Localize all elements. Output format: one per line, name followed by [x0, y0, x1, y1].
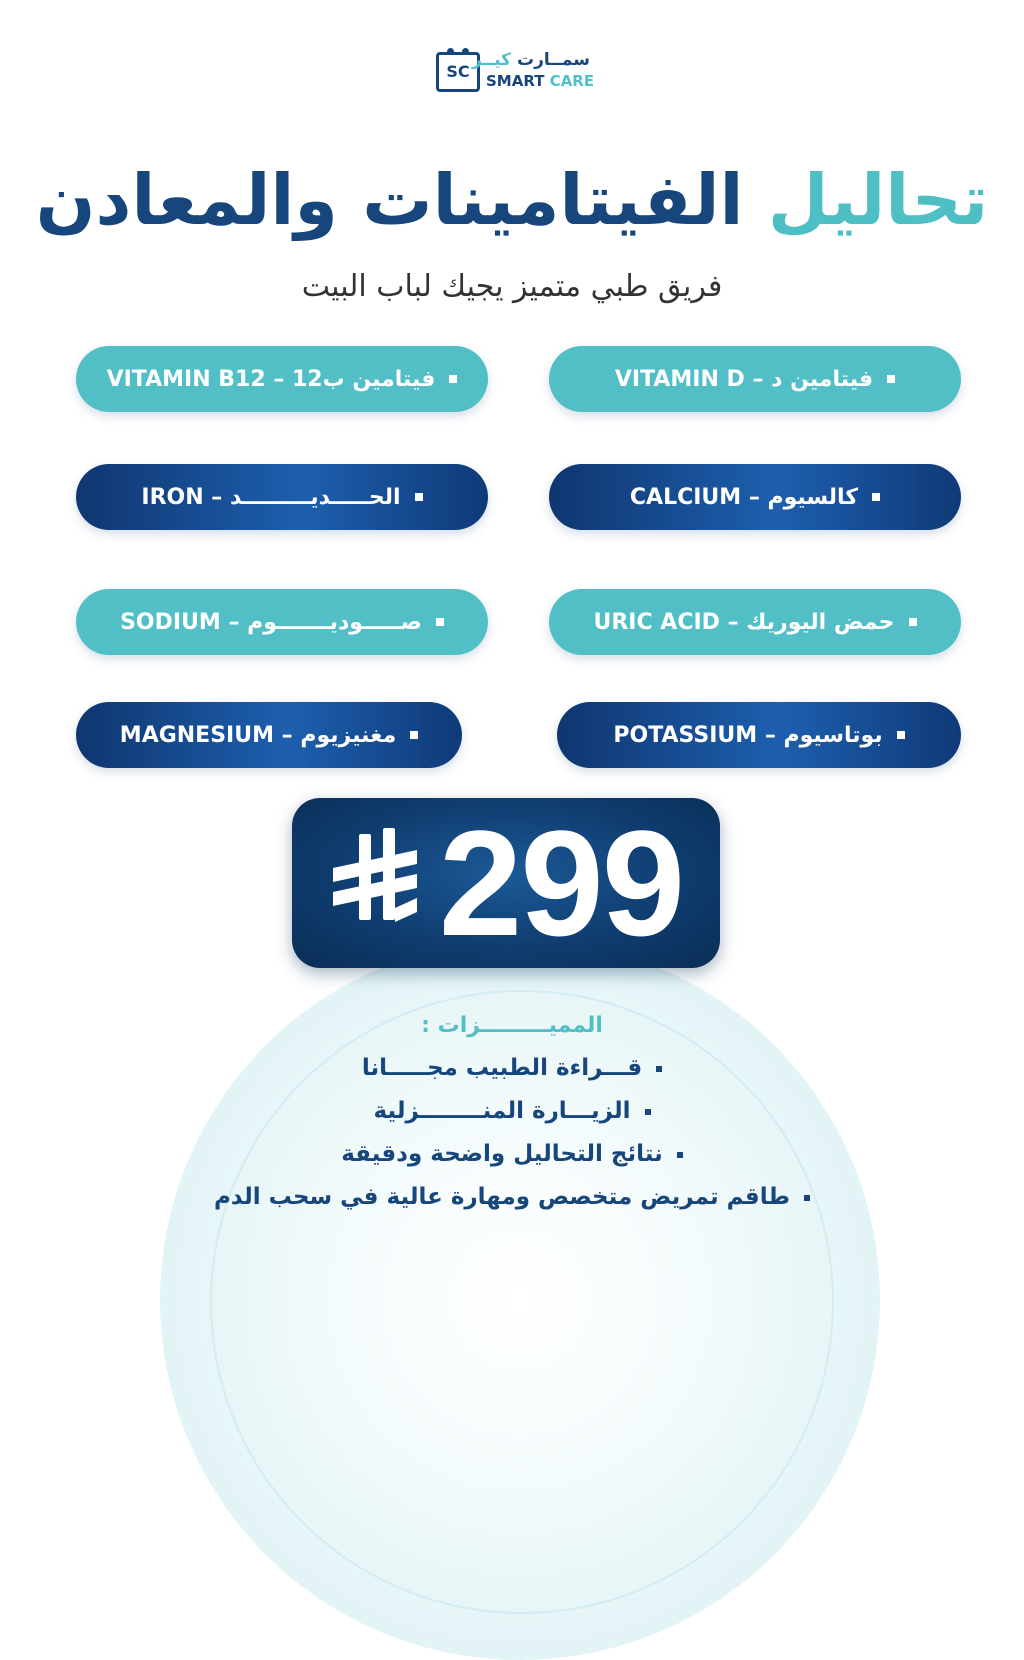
- bullet-icon: [887, 375, 895, 383]
- logo-mark-text: SC: [446, 62, 470, 81]
- bullet-icon: [872, 493, 880, 501]
- feature-item: [0, 1093, 1024, 1129]
- test-pill-calcium: [549, 464, 961, 530]
- test-label: VITAMIN B12 – فيتامين ب12: [106, 366, 436, 392]
- logo-english-name: [486, 72, 595, 90]
- test-pill-potassium: [557, 702, 961, 768]
- test-label: URIC ACID – حمض اليوريك: [593, 609, 895, 635]
- test-label: VITAMIN D – فيتامين د: [614, 366, 874, 392]
- logo-dot-icon: [462, 48, 469, 55]
- logo-english-part1: SMART: [486, 72, 545, 90]
- page-subtitle: فريق طبي متميز يجيك لباب البيت: [301, 269, 723, 304]
- logo-arabic-part1: سمــارت: [517, 50, 590, 70]
- test-pill-iron: [76, 464, 488, 530]
- test-pill-vitamin-d: [549, 346, 961, 412]
- feature-item: [0, 1179, 1024, 1215]
- page-title: [20, 150, 1004, 250]
- bullet-icon: [656, 1066, 662, 1072]
- bullet-icon: [436, 618, 444, 626]
- price-badge: [292, 798, 720, 968]
- feature-text: الزيـــارة المنــــــــزلية: [373, 1098, 631, 1124]
- bullet-icon: [645, 1109, 651, 1115]
- feature-item: [0, 1050, 1024, 1086]
- test-label: IRON – الحـــــديـــــــــد: [141, 484, 401, 510]
- title-main: الفيتامينات والمعادن: [35, 159, 744, 241]
- brand-logo: [436, 44, 596, 100]
- price-amount: 299: [438, 799, 684, 967]
- feature-text: نتائج التحاليل واضحة ودقيقة: [341, 1141, 663, 1167]
- logo-dot-icon: [447, 48, 454, 55]
- logo-english-part2: CARE: [549, 72, 595, 90]
- test-pill-uric-acid: [549, 589, 961, 655]
- bullet-icon: [677, 1152, 683, 1158]
- bullet-icon: [410, 731, 418, 739]
- logo-arabic-part2: كيــر: [472, 50, 512, 70]
- test-pill-magnesium: [76, 702, 462, 768]
- feature-text: طاقم تمريض متخصص ومهارة عالية في سحب الدم: [213, 1184, 791, 1210]
- bullet-icon: [909, 618, 917, 626]
- bullet-icon: [449, 375, 457, 383]
- features-title: المميـــــــــزات :: [421, 1013, 603, 1038]
- test-label: SODIUM – صـــــوديـــــــوم: [120, 609, 422, 635]
- title-accent: تحاليل: [767, 159, 989, 241]
- test-label: MAGNESIUM – مغنيزيوم: [119, 722, 397, 748]
- feature-item: [0, 1136, 1024, 1172]
- test-label: POTASSIUM – بوتاسيوم: [613, 722, 883, 748]
- bullet-icon: [804, 1195, 810, 1201]
- test-pill-vitamin-b12: [76, 346, 488, 412]
- riyal-icon: [329, 828, 421, 938]
- bullet-icon: [897, 731, 905, 739]
- logo-arabic-name: [472, 50, 590, 70]
- test-pill-sodium: [76, 589, 488, 655]
- feature-text: قـــراءة الطبيب مجـــــانا: [361, 1055, 643, 1081]
- bullet-icon: [415, 493, 423, 501]
- test-label: CALCIUM – كالسيوم: [629, 484, 859, 510]
